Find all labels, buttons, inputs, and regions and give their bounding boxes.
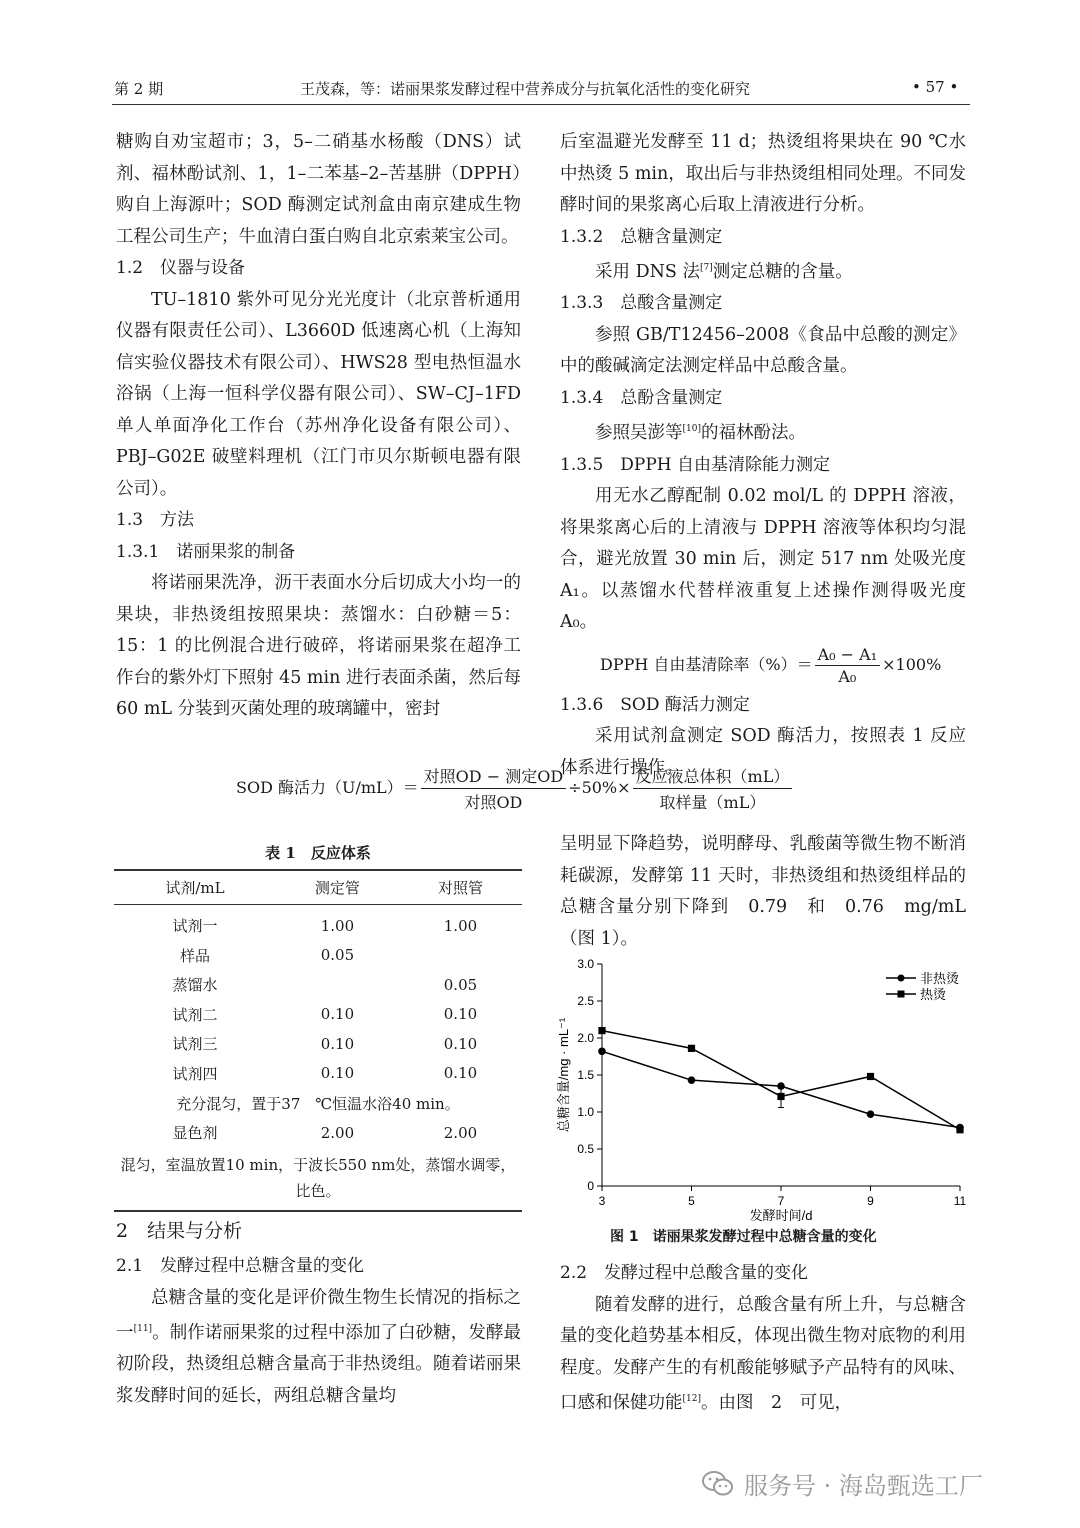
heading-1-3-1: 1.3.1 诺丽果浆的制备 — [116, 541, 296, 562]
chart-plot-area — [598, 1027, 964, 1133]
y-tick-label: 0.5 — [577, 1142, 594, 1156]
chart-axes — [556, 957, 967, 1223]
data-point — [956, 1126, 963, 1133]
series-line — [602, 1031, 960, 1130]
table-row: 试剂三 0.10 0.10 — [172, 1034, 478, 1054]
paragraph-instruments: TU–1810 紫外可见分光光度计（北京普析通用仪器有限责任公司）、L3660D 低速离心机（上海知信实验仪器技术有限公司）、HWS28 型电热恒温水浴锅（上海一恒科学仪器有限公司）、SW–CJ–1FD 单人单面净化工作台（苏州净化设备有限公司）、PBJ–G02E 破壁料理机（江门市贝尔斯顿电器有限公司）。 — [116, 289, 521, 499]
figure-1-chart — [546, 952, 986, 1248]
y-tick-label: 1.0 — [577, 1105, 594, 1119]
results-continued — [560, 829, 966, 955]
table-note-row — [114, 1148, 522, 1211]
table-note: 混匀，室温放置10 min，于波长550 nm处，蒸馏水调零，比色。 — [114, 1148, 522, 1211]
y-tick-label: 1.5 — [577, 1068, 594, 1082]
paragraph-total-sugar-results: 总糖含量的变化是评价微生物生长情况的指标之一[11]。制作诺丽果浆的过程中添加了白砂糖，发酵最初阶段，热烫组总糖含量高于非热烫组。随着诺丽果浆发酵时间的延长，两组总糖含量均 — [116, 1287, 522, 1406]
dpph-formula: DPPH 自由基清除率（%）＝ $\frac{\text{A₀ − A₁}}{\text{A₀}}$ ×100% — [600, 644, 942, 686]
x-axis-label: 发酵时间/d — [749, 1208, 813, 1223]
citation: [7] — [699, 263, 713, 273]
heading-2: 2 结果与分析 — [116, 1220, 243, 1242]
x-tick-label: 11 — [953, 1194, 967, 1208]
y-tick-label: 2.0 — [577, 1031, 594, 1045]
heading-2-2: 2.2 发酵过程中总酸含量的变化 — [560, 1263, 809, 1283]
y-axis-label: 总糖含量/mg · mL⁻¹ — [556, 1017, 571, 1133]
x-tick-label: 3 — [598, 1194, 606, 1208]
paragraph-total-sugar-method: 采用 DNS 法[7]测定总糖的含量。 — [595, 261, 853, 282]
page-number: • 57 • — [912, 78, 959, 96]
wechat-icon — [702, 1470, 734, 1498]
y-tick-label: 2.5 — [577, 994, 594, 1008]
x-tick-label: 5 — [688, 1194, 695, 1208]
issue-number: 第 2 期 — [114, 80, 164, 98]
y-tick-label: 3.0 — [577, 957, 594, 971]
x-tick-label: 7 — [777, 1194, 785, 1208]
section-2-2 — [560, 1258, 966, 1419]
table-header: 试剂/mL — [114, 870, 276, 905]
heading-1-3: 1.3 方法 — [116, 510, 195, 530]
table-1 — [114, 842, 522, 1212]
heading-1-3-4: 1.3.4 总酚含量测定 — [560, 387, 723, 408]
heading-1-3-5: 1.3.5 DPPH 自由基清除能力测定 — [560, 454, 830, 475]
table-row: 蒸馏水 0.05 — [172, 975, 478, 995]
running-title: 王茂森，等：诺丽果浆发酵过程中营养成分与抗氧化活性的变化研究 — [300, 80, 751, 98]
heading-1-3-2: 1.3.2 总糖含量测定 — [560, 226, 723, 247]
section-2-left — [116, 1216, 521, 1412]
paragraph-total-acid-results: 随着发酵的进行，总酸含量有所上升，与总糖含量的变化趋势基本相反，体现出微生物对底物的利用程度。发酵产生的有机酸能够赋予产品特有的风味、口感和保健功能[12]。由图 2 可见， — [560, 1294, 966, 1413]
paragraph-preparation: 将诺丽果洗净，沥干表面水分后切成大小均一的果块，非热烫组按照果块：蒸馏水：白砂糖＝5：15：1 的比例混合进行破碎，将诺丽果浆在超净工作台的紫外灯下照射 45 min 进行表面杀菌，然后每 60 mL 分装到灭菌处理的玻璃罐中，密封 — [116, 573, 521, 719]
table-header: 测定管 — [276, 870, 399, 905]
table-caption: 表 1 反应体系 — [265, 844, 371, 862]
watermark — [702, 1466, 983, 1501]
paragraph-materials: 糖购自劝宝超市；3，5–二硝基水杨酸（DNS）试剂、福林酚试剂、1，1–二苯基–2–苦基肼（DPPH）购自上海源叶；SOD 酶测定试剂盒由南京建成生物工程公司生产；牛血清白蛋白购自北京索莱宝公司。 — [116, 132, 521, 247]
data-point — [598, 1048, 606, 1056]
citation: [10] — [682, 424, 701, 435]
table-row: 试剂二 0.10 0.10 — [172, 1005, 478, 1024]
header-rule — [112, 104, 970, 105]
heading-1-3-3: 1.3.3 总酸含量测定 — [560, 293, 723, 314]
table-row: 试剂一 1.00 1.00 — [172, 916, 478, 936]
right-column — [560, 127, 966, 784]
data-point — [777, 1093, 784, 1100]
table-row: 试剂四 0.10 0.10 — [172, 1064, 478, 1083]
table-row: 显色剂 2.00 2.00 — [172, 1123, 478, 1143]
legend-marker — [898, 975, 905, 982]
y-tick-label: 0 — [587, 1179, 594, 1193]
table-note-row — [114, 1088, 522, 1118]
data-point — [688, 1045, 695, 1052]
data-point — [867, 1073, 874, 1080]
table-header: 对照管 — [399, 870, 522, 905]
citation: [11] — [133, 1324, 153, 1334]
paragraph-dpph-method: 用无水乙醇配制 0.02 mol/L 的 DPPH 溶液，将果浆离心后的上清液与 DPPH 溶液等体积均匀混合，避光放置 30 min 后，测定 517 nm 处吸光度 A₁。以蒸馏水代替样液重复上述操作测得吸光度 A₀。 — [560, 486, 966, 633]
watermark-text: 服务号 · 海岛甄选工厂 — [744, 1472, 983, 1500]
table-note: 充分混匀，置于37 ℃恒温水浴40 min。 — [176, 1094, 460, 1113]
legend-label: 热烫 — [920, 987, 947, 1002]
heading-1-2: 1.2 仪器与设备 — [116, 258, 246, 278]
paragraph-preparation-continued: 后室温避光发酵至 11 d；热烫组将果块在 90 ℃水中热烫 5 min，取出后与非热烫组相同处理。不同发酵时间的果浆离心后取上清液进行分析。 — [560, 132, 966, 215]
paragraph-total-phenol-method: 参照吴澎等[10]的福林酚法。 — [595, 423, 806, 444]
paragraph-total-sugar-results-continued: 呈明显下降趋势，说明酵母、乳酸菌等微生物不断消耗碳源，发酵第 11 天时，非热烫组和热烫组样品的总糖含量分别下降到 0.79 和 0.76 mg/mL（图 1）。 — [560, 834, 966, 949]
reaction-table — [114, 869, 522, 1212]
heading-2-1: 2.1 发酵过程中总糖含量的变化 — [116, 1256, 365, 1276]
chart-legend — [886, 971, 959, 1002]
data-point — [867, 1110, 875, 1118]
x-tick-label: 9 — [867, 1194, 874, 1208]
paragraph-sod-method: 采用试剂盒测定 SOD 酶活力，按照表 1 反应体系进行操作。 — [560, 726, 966, 778]
heading-1-3-6: 1.3.6 SOD 酶活力测定 — [560, 694, 750, 715]
sod-formula: SOD 酶活力（U/mL）＝ $\frac{\text{对照OD − 测定OD}}{\text{对照OD}}$ ÷50%× $\frac{\text{反应液总体积（mL）}}{\text{取样量（mL）}}$ — [236, 764, 794, 813]
legend-marker — [898, 991, 905, 998]
table-header-row — [114, 870, 522, 905]
left-column — [116, 127, 521, 726]
citation: [12] — [682, 1394, 701, 1404]
legend-label: 非热烫 — [920, 971, 960, 986]
data-point — [688, 1076, 696, 1084]
figure-1-caption: 图 1 诺丽果浆发酵过程中总糖含量的变化 — [610, 1229, 877, 1245]
paragraph-total-acid-method: 参照 GB/T12456–2008《食品中总酸的测定》中的酸碱滴定法测定样品中总酸含量。 — [560, 324, 966, 377]
data-point — [598, 1027, 605, 1034]
table-row: 样品 0.05 — [179, 946, 355, 965]
